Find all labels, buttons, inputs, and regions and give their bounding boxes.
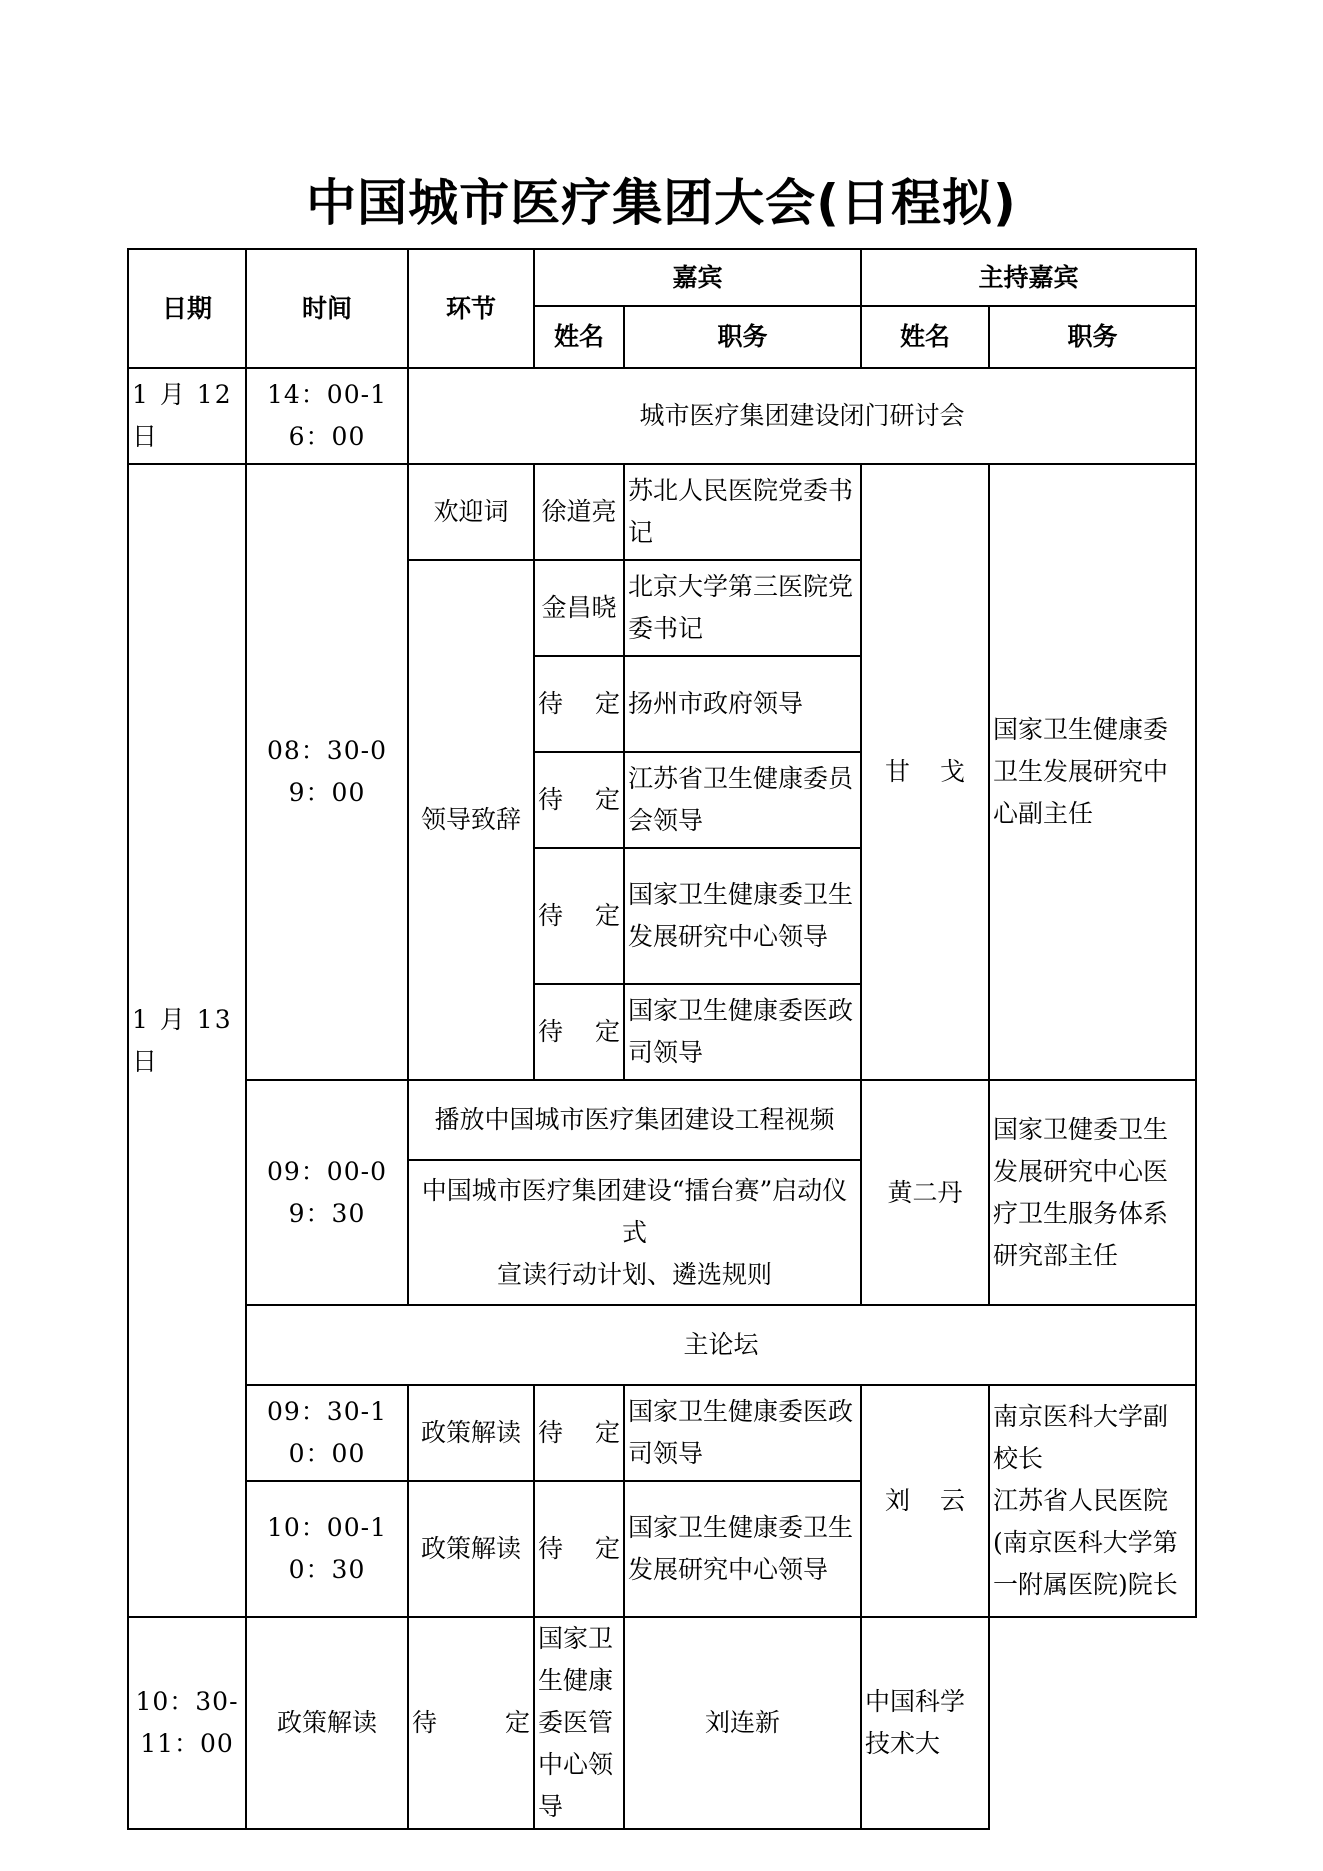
session-cell: 政策解读 — [408, 1385, 534, 1481]
guest-name-part: 待 — [538, 1418, 564, 1447]
guest-position: 苏北人民医院党委书记 — [624, 464, 861, 560]
guest-name-part: 待 — [538, 1534, 564, 1563]
header-host-position: 职务 — [989, 306, 1196, 368]
time-cell: 09：30-10：00 — [246, 1385, 408, 1481]
session-cell: 欢迎词 — [408, 464, 534, 560]
guest-position: 国家卫生健康委医政司领导 — [624, 984, 861, 1080]
host-name — [861, 1385, 989, 1617]
host-position: 国家卫生健康委卫生发展研究中心副主任 — [989, 464, 1196, 1080]
header-time: 时间 — [246, 249, 408, 368]
guest-position: 国家卫生健康委医政司领导 — [624, 1385, 861, 1481]
guest-name: 金昌晓 — [534, 560, 624, 656]
header-guests: 嘉宾 — [534, 249, 861, 306]
host-position-line: 江苏省人民医院(南京医科大学第一附属医院)院长 — [993, 1486, 1178, 1599]
page-title: 中国城市医疗集团大会(日程拟) — [306, 174, 1017, 232]
guest-name-part: 定 — [594, 901, 620, 930]
guest-name-part: 待 — [412, 1708, 438, 1737]
guest-name-part: 定 — [504, 1708, 530, 1737]
guest-name-part: 待 — [538, 901, 564, 930]
main-forum-heading: 主论坛 — [246, 1305, 1196, 1385]
header-hosts: 主持嘉宾 — [861, 249, 1196, 306]
guest-position: 国家卫生健康委卫生发展研究中心领导 — [624, 848, 861, 984]
host-name-part: 甘 — [885, 757, 911, 786]
program-item-line: 中国城市医疗集团建设“擂台赛”启动仪式 — [421, 1175, 848, 1247]
program-item — [408, 1160, 861, 1305]
guest-name — [534, 1481, 624, 1617]
guest-name-part: 定 — [594, 1534, 620, 1563]
guest-name — [534, 1385, 624, 1481]
guest-name-part: 定 — [594, 785, 620, 814]
host-name — [861, 464, 989, 1080]
guest-name-part: 待 — [538, 785, 564, 814]
guest-position: 国家卫生健康委卫生发展研究中心领导 — [624, 1481, 861, 1617]
date-cell: 1 月 13 日 — [128, 464, 246, 1617]
time-cell: 14：00-16：00 — [246, 368, 408, 464]
guest-position: 国家卫生健康委医管中心领导 — [534, 1617, 624, 1829]
guest-name — [534, 656, 624, 752]
header-host-name: 姓名 — [861, 306, 989, 368]
time-cell: 10：30-11：00 — [128, 1617, 246, 1829]
guest-position: 北京大学第三医院党委书记 — [624, 560, 861, 656]
guest-name — [534, 848, 624, 984]
table-row — [128, 1617, 1196, 1829]
table-row — [128, 1305, 1196, 1385]
guest-position: 江苏省卫生健康委员会领导 — [624, 752, 861, 848]
header-session: 环节 — [408, 249, 534, 368]
host-name: 刘连新 — [624, 1617, 861, 1829]
guest-name — [408, 1617, 534, 1829]
table-row — [128, 464, 1196, 560]
guest-name-part: 定 — [594, 1017, 620, 1046]
time-cell: 09：00-09：30 — [246, 1080, 408, 1305]
event-cell: 城市医疗集团建设闭门研讨会 — [408, 368, 1196, 464]
time-cell: 08：30-09：00 — [246, 464, 408, 1080]
session-cell: 政策解读 — [246, 1617, 408, 1829]
host-name-part: 云 — [940, 1486, 966, 1515]
guest-name — [534, 752, 624, 848]
guest-name-part: 待 — [538, 1017, 564, 1046]
host-position: 国家卫健委卫生发展研究中心医疗卫生服务体系研究部主任 — [989, 1080, 1196, 1305]
host-position-line: 南京医科大学副校长 — [993, 1402, 1169, 1473]
host-name: 黄二丹 — [861, 1080, 989, 1305]
program-item-line: 宣读行动计划、遴选规则 — [497, 1259, 773, 1289]
guest-name-part: 待 — [538, 689, 564, 718]
table-row — [128, 368, 1196, 464]
table-row — [128, 1080, 1196, 1160]
session-cell: 政策解读 — [408, 1481, 534, 1617]
session-cell: 领导致辞 — [408, 560, 534, 1080]
host-position: 中国科学技术大 — [861, 1617, 989, 1829]
host-position — [989, 1385, 1196, 1617]
header-guest-name: 姓名 — [534, 306, 624, 368]
guest-name-part: 定 — [594, 689, 620, 718]
header-guest-position: 职务 — [624, 306, 861, 368]
guest-name: 徐道亮 — [534, 464, 624, 560]
guest-name-part: 定 — [594, 1418, 620, 1447]
header-row — [128, 249, 1196, 306]
guest-position: 扬州市政府领导 — [624, 656, 861, 752]
program-item: 播放中国城市医疗集团建设工程视频 — [408, 1080, 861, 1160]
host-name-part: 刘 — [885, 1486, 911, 1515]
host-name-part: 戈 — [940, 757, 966, 786]
schedule-table — [127, 248, 1197, 1830]
header-date: 日期 — [128, 249, 246, 368]
time-cell: 10：00-10：30 — [246, 1481, 408, 1617]
guest-name — [534, 984, 624, 1080]
date-cell: 1 月 12 日 — [128, 368, 246, 464]
table-row — [128, 1385, 1196, 1481]
